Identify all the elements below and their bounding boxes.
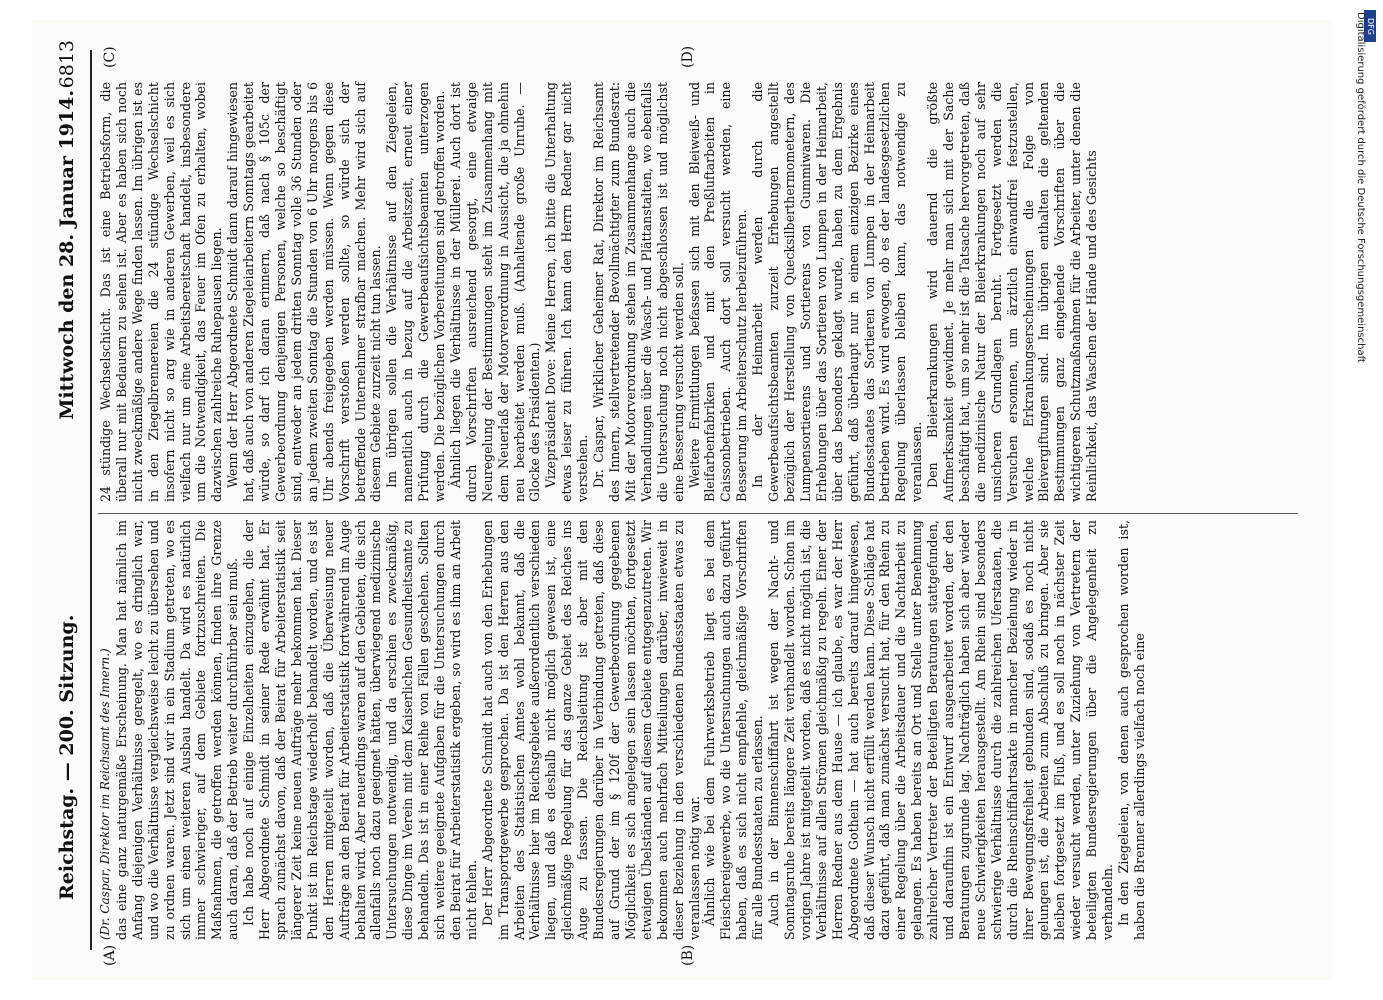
paragraph: In der Heimarbeit werden durch die Gewerbeaufsichtsbeamten zurzeit Erhebungen angestellt bezüglich der Herstellung von Quecksilberthermometern, des Lumpensortierens und Sortierens von Gummiwaren. Die Erhebungen über das Sortieren von Lumpen in der Heimarbeit, über das besonders geklagt wurde, haben zu dem Ergebnis geführt, daß überhaupt nur in einem einzigen Bezirke eines Bundesstaates das Sortieren von Lumpen in der Heimarbeit betrieben wird. Es wird erwogen, ob es der landesgesetzlichen Regelung überlassen bleiben kann, das notwendige zu veranlassen. [750, 82, 925, 502]
column-divider [98, 513, 1298, 514]
paragraph: Auch in der Binnenschiffahrt ist wegen der Nacht- und Sonntagsruhe bereits längere Zeit verhandelt worden. Schon im vorigen Jahre ist mitgeteilt worden, daß es nicht möglich ist, die Verhältnisse auf allen Strömen gleichmäßig zu regeln. Einer der Herren Redner aus dem Hause — ich glaube, es war der Herr Abgeordnete Gothein — hat auch bereits darauf hingewiesen, daß dieser Wunsch nicht erfüllt werden kann. Diese Schläge hat dazu geführt, daß man zunächst versucht hat, für den Rhein zu einer Regelung über die Arbeitsdauer und die Nachtarbeit zu gelangen. Es haben bereits an Ort und Stelle unter Benehmung zahlreicher Vertreter der Beteiligten Beratungen stattgefunden, und daraufhin ist ein Entwurf ausgearbeitet worden, der den Beratungen zugrunde lag. Nachträglich haben sich aber wieder neue Schwierigkeiten herausgestellt. Am Rhein sind besonders schwierige Verhältnisse durch die zahlreichen Uferstaaten, die durch die Rheinschiffahrtsakte in mancher Beziehung wieder in ihrer Bewegungsfreiheit gebunden sind, sodaß es noch nicht gelungen ist, die Arbeiten zum Abschluß zu bringen. Aber sie bleiben fortgesetzt im Fluß, und es soll noch in nächster Zeit wieder versucht werden, unter Zuziehung von Vertretern der beteiligten Bundesregierungen über die Angelegenheit zu verhandeln. [766, 520, 1116, 940]
right-column [98, 82, 1100, 502]
paragraph: 24 stündige Wechselschicht. Das ist eine Betriebsform, die überall nur mit Bedauern zu sehen ist. Aber es haben sich noch nicht zweckmäßige andere Wege finden lassen. Im übrigen ist es in den Ziegelbrennereien die 24 stündige Wechselschicht insofern nicht so arg wie in anderen Gewerben, weil es sich vielfach nur um eine Arbeitsbereitschaft handelt, insbesondere um die Notwendigkeit, das Feuer im Ofen zu erhalten, wobei dazwischen zahlreiche Ruhepausen liegen. [98, 82, 225, 502]
paragraph: Vizepräsident Dove: Meine Herren, ich bitte die Unterhaltung etwas leiser zu führen. Ich kann den Herrn Redner gar nicht verstehen. [543, 82, 591, 502]
paragraph: Dr. Caspar, Wirklicher Geheimer Rat, Direktor im Reichsamt des Innern, stellvertretender Bevollmächtigter zum Bundesrat: Mit der Motorverordnung stehen im Zusammenhange auch die Verhandlungen über die Wasch- und Plättanstalten, wo ebenfalls die Untersuchung noch nicht abgeschlossen ist und möglichst eine Besserung versucht werden soll. [591, 82, 686, 502]
speaker-note: (Dr. Caspar, Direktor im Reichsamt des Innern.) [98, 648, 112, 940]
margin-marker-d: (D) [680, 45, 696, 68]
rotated-page [32, 20, 1332, 980]
left-column [98, 520, 1148, 940]
page-number: 6813 [56, 40, 78, 89]
margin-marker-b: (B) [680, 944, 696, 966]
paragraph: Im übrigen sollen die Verhältnisse auf den Ziegeleien, namentlich auch in bezug auf die Arbeitszeit, erneut einer Prüfung durch die Gewerbeaufsichtsbeamten unterzogen werden. Die bezüglichen Vorbereitungen sind getroffen worden. [384, 82, 448, 502]
paragraph: Der Herr Abgeordnete Schmidt hat auch von den Erhebungen im Transportgewerbe gesprochen. Da ist den Herren aus den Arbeiten des Statistischen Amtes wohl bekannt, daß die Verhältnisse hier im Reichsgebiete außerordentlich verschieden liegen, und daß es deshalb nicht möglich gewesen ist, eine gleichmäßige Regelung für das ganze Gebiet des Reiches ins Auge zu fassen. Die Reichsleitung ist aber mit den Bundesregierungen darüber in Verbindung getreten, daß diese auf Grund der im § 120f der Gewerbeordnung gegebenen Möglichkeit es sich angelegen sein lassen möchten, fortgesetzt etwaigen Übelständen auf diesem Gebiete entgegenzutreten. Wir bekommen auch mehrfach Mitteilungen darüber, inwieweit in dieser Beziehung in den verschiedenen Bundesstaaten etwas zu veranlassen nötig war. [479, 520, 702, 940]
paragraph: Ähnlich liegen die Verhältnisse in der Müllerei. Auch dort ist durch Vorschriften ausreichend gesorgt, eine etwaige Neuregelung der Bestimmungen steht im Zusammenhang mit dem Neuerlaß der Motorverordnung in Aussicht, die ja ohnehin neu bearbeitet werden muß. (Anhaltende große Unruhe. — Glocke des Präsidenten.) [447, 82, 543, 502]
dfg-logo: DFG [1364, 10, 1376, 42]
header-rule [90, 50, 92, 950]
margin-marker-a: (A) [102, 944, 118, 966]
paragraph: In den Ziegeleien, von denen auch gesprochen worden ist, haben die Brenner allerdings vielfach noch eine [1116, 520, 1147, 940]
page-header [50, 40, 86, 940]
paragraph: Wenn der Herr Abgeordnete Schmidt dann darauf hingewiesen hat, daß auch von anderen Ziegeleiarbeitern Sonntags gearbeitet würde, so darf ich daran erinnern, daß nach § 105c der Gewerbeordnung denjenigen Personen, welche so beschäftigt sind, entweder an jedem dritten Sonntag volle 36 Stunden oder an jedem zweiten Sonntag die Stunden von 6 Uhr morgens bis 6 Uhr abends freigegeben werden müssen. Wenn gegen diese Vorschrift verstoßen werden sollte, so würde sich der betreffende Unternehmer strafbar machen. Mehr wird sich auf diesem Gebiete zurzeit nicht tun lassen. [225, 82, 384, 502]
margin-marker-c: (C) [102, 46, 118, 68]
paragraph: Weitere Ermittlungen befassen sich mit den Bleiweiß- und Bleifarbenfabriken und mit den Preßluftarbeiten in Caissonbetrieben. Auch dort soll versucht werden, eine Besserung im Arbeiterschutz herbeizuführen. [686, 82, 750, 502]
paragraph: Ich habe noch auf einige Einzelheiten einzugehen, die der Herr Abgeordnete Schmidt in seiner Rede erwähnt hat. Er sprach zunächst davon, daß der Beirat für Arbeiterstatistik seit längerer Zeit keine neuen Aufträge mehr bekommen hat. Dieser Punkt ist im Reichstage wiederholt behandelt worden, und es ist den Herren mitgeteilt worden, daß die Überweisung neuer Aufträge an den Beirat für Arbeiterstatistik fortwährend im Auge behalten wird. Aber neuerdings waren auf den Gebieten, die sich allenfalls noch dazu geeignet hätten, überwiegend medizinische Untersuchungen notwendig, und da erschien es zweckmäßig, diese Dinge im Verein mit dem Kaiserlichen Gesundheitsamte zu behandeln. Das ist in einer Reihe von Fällen geschehen. Sollten sich weitere geeignete Aufgaben für die Untersuchungen durch den Beirat für Arbeiterstatistik ergeben, so wird es ihm an Arbeit nicht fehlen. [241, 520, 479, 940]
header-left: Reichstag. — 200. Sitzung. [56, 614, 78, 900]
paragraph: Den Bleierkrankungen wird dauernd die größte Aufmerksamkeit gewidmet. Je mehr man sich mit der Sache beschäftigt hat, um so mehr ist die Tatsache hervorgetreten, daß die medizinische Natur der Bleierkrankungen noch auf sehr unsicheren Grundlagen beruht. Fortgesetzt werden die Versuchen ersonnen, um ärztlich einwandfrei festzustellen, welche Erkrankungserscheinungen die Folge von Bleivergiftungen sind. Im übrigen enthalten die geltenden Bestimmungen ganz eingehende Vorschriften über die wichtigeren Schutzmaßnahmen für die Arbeiter, unter denen die Reinlichkeit, das Waschen der Hände und des Gesichts [925, 82, 1100, 502]
paragraph: das eine ganz naturgemäße Erscheinung. Man hat nämlich im Anfang diejenigen Verhältnisse geregelt, wo es dringlich war, und wo die Verhältnisse vergleichsweise leicht zu übersehen und zu ordnen waren. Jetzt sind wir in ein Stadium getreten, wo es sich um einen weiteren Ausbau handelt. Da wird es natürlich immer schwieriger, auf dem Gebiete fortzuschreiten. Die Maßnahmen, die getroffen werden können, finden ihre Grenze auch daran, daß der Betrieb weiter durchführbar sein muß. [113, 520, 241, 940]
paragraph: Ähnlich wie bei dem Fuhrwerksbetrieb liegt es bei dem Fleischereigewerbe, wo die Untersuchungen auch dazu geführt haben, daß es sich nicht empfiehle, gleichmäßige Vorschriften für alle Bundesstaaten zu erlassen. [702, 520, 766, 940]
digitization-credit: Digitalisierung gefördert durch die Deutsche Forschungsgemeinschaft [1355, 12, 1366, 363]
header-right: Mittwoch den 28. Januar 1914. [56, 90, 78, 420]
